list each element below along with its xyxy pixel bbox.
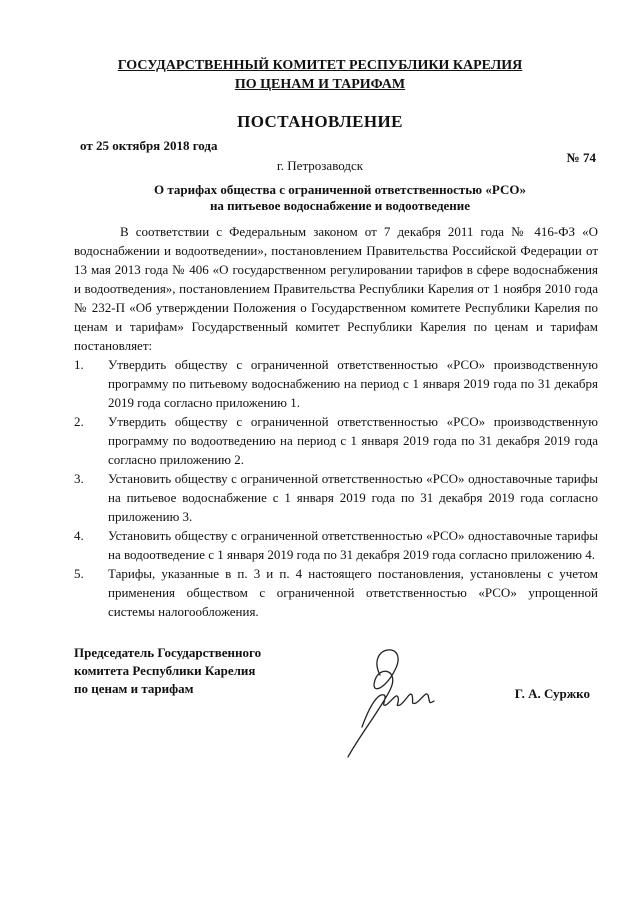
document-city: г. Петрозаводск (276, 158, 364, 173)
intro-paragraph: В соответствии с Федеральным законом от 7 декабря 2011 года № 416-ФЗ «О водоснабжении и водоотведении», постановлением Правительства Российской Федерации от 13 мая 2013 года № 406 «О государственном регулировании тарифов в сфере водоснабжения и водоотведения», постановлением Правительства Республики Карелия от 1 ноября 2010 года № 232-П «Об утверждении Положения о Государственном комитете Республики Карелия по ценам и тарифам» Государственный комитет Республики Карелия по ценам и тарифам постановляет: (74, 224, 598, 353)
item-text: Установить обществу с ограниченной ответственностью «РСО» одноставочные тарифы на водоотведение с 1 января 2019 года по 31 декабря 2019 года согласно приложению 4. (108, 528, 598, 562)
document-date: от 25 октября 2018 года (80, 138, 218, 153)
document-body (74, 222, 598, 621)
item-number: 1. (74, 357, 84, 372)
list-item-4 (74, 526, 598, 564)
document-number: № 74 (566, 150, 596, 165)
item-number: 3. (74, 471, 84, 486)
item-text: Утвердить обществу с ограниченной ответственностью «РСО» производственную программу по питьевому водоснабжению на период с 1 января 2019 года по 31 декабря 2019 года согласно приложению 1. (108, 357, 598, 410)
item-number: 5. (74, 566, 84, 581)
list-item-1 (74, 355, 598, 412)
organization-name-line2: ПО ЦЕНАМ И ТАРИФАМ (234, 77, 406, 92)
document-subject-line1: О тарифах общества с ограниченной ответственностью «РСО» (154, 182, 526, 197)
signatory-name: Г. А. Суржко (514, 686, 590, 701)
item-number: 2. (74, 414, 84, 429)
signatory-position (74, 644, 294, 698)
list-item-3 (74, 469, 598, 526)
document-subject-line2: на питьевое водоснабжение и водоотведение (209, 198, 471, 213)
handwritten-signature (340, 635, 450, 760)
signatory-position-line1: Председатель Государственного (74, 645, 262, 660)
item-text: Установить обществу с ограниченной ответственностью «РСО» одноставочные тарифы на питьевое водоснабжение с 1 января 2019 года по 31 декабря 2019 года согласно приложению 3. (108, 471, 598, 524)
document-type-title: ПОСТАНОВЛЕНИЕ (237, 112, 403, 131)
list-item-2 (74, 412, 598, 469)
list-item-5 (74, 564, 598, 621)
signatory-position-line2: комитета Республики Карелия (74, 663, 256, 678)
signatory-position-line3: по ценам и тарифам (74, 681, 194, 696)
item-text: Тарифы, указанные в п. 3 и п. 4 настоящего постановления, установлены с учетом применения обществом с ограниченной ответственностью «РСО» упрощенной системы налогообложения. (108, 566, 598, 619)
item-text: Утвердить обществу с ограниченной ответственностью «РСО» производственную программу по водоотведению на период с 1 января 2019 года по 31 декабря 2019 года согласно приложению 2. (108, 414, 598, 467)
organization-name-line1: ГОСУДАРСТВЕННЫЙ КОМИТЕТ РЕСПУБЛИКИ КАРЕЛИЯ (117, 58, 523, 73)
item-number: 4. (74, 528, 84, 543)
